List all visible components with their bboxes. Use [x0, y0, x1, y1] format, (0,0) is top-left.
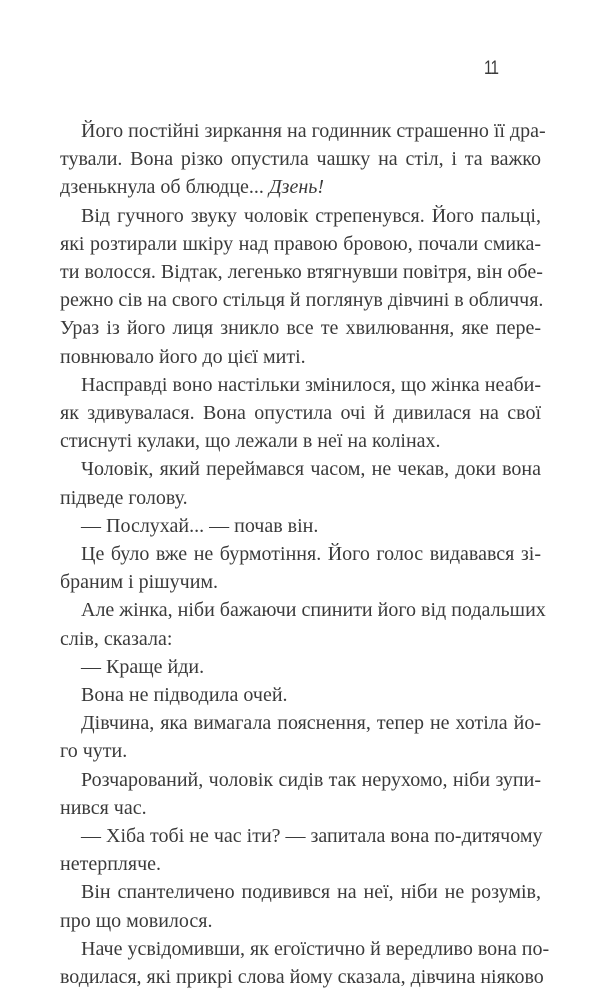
text-line: які розтирали шкіру над правою бровою, почали смика-: [60, 232, 541, 255]
paragraph: [60, 935, 550, 991]
text-line: Чоловік, який переймався часом, не чекав, доки вона: [81, 458, 541, 481]
text-line: Насправді воно настільки змінилося, що жінка неаби-: [81, 373, 541, 396]
text-line: як здивувалася. Вона опустила очі й дивилася на свої: [60, 402, 541, 425]
text-fragment: дзенькнула об блюдце...: [60, 176, 269, 199]
text-line: Він спантеличено подивився на неї, ніби не розумів,: [81, 881, 541, 904]
text-line: Його постійні зиркання на годинник страшенно її дра-: [81, 120, 546, 142]
italic-exclamation: Дзень!: [268, 176, 325, 199]
paragraph: [60, 371, 541, 456]
text-line: — Хіба тобі не час іти? — запитала вона по-дитячому: [81, 825, 543, 848]
text-line: [60, 173, 541, 201]
paragraph: [60, 202, 544, 371]
paragraph: [60, 681, 541, 709]
body-text: [60, 117, 550, 991]
text-line: нився час.: [60, 796, 147, 819]
text-line: — Краще йди.: [81, 655, 205, 678]
text-line: Але жінка, ніби бажаючи спинити його від подальших: [81, 599, 546, 622]
text-line: Вона не підводила очей.: [81, 684, 288, 707]
dialogue-paragraph: [60, 822, 541, 878]
text-line: режно сів на свого стільця й поглянув дівчині в обличчя.: [60, 289, 544, 312]
text-line: — Послухай... — почав він.: [81, 514, 319, 537]
page-number: 11: [484, 58, 499, 79]
paragraph: [60, 455, 541, 511]
paragraph: [60, 766, 541, 822]
text-line: Це було вже не бурмотіння. Його голос видавався зі-: [81, 543, 541, 566]
text-line: про що мовилося.: [60, 909, 213, 932]
text-line: нетерпляче.: [60, 853, 162, 876]
text-line: повнювало його до цієї миті.: [60, 345, 306, 368]
paragraph: [60, 878, 541, 934]
text-line: водилася, які прикрі слова йому сказала, дівчина ніяково: [60, 966, 544, 989]
dialogue-paragraph: [60, 512, 541, 540]
text-line: підведе голову.: [60, 486, 188, 509]
paragraph: [60, 596, 546, 652]
text-line: Розчарований, чоловік сидів так нерухомо, ніби зупи-: [81, 768, 541, 791]
paragraph: [60, 117, 546, 202]
text-line: слів, сказала:: [60, 627, 173, 650]
text-line: Наче усвідомивши, як егоїстично й вередливо вона по-: [81, 937, 550, 960]
paragraph: [60, 540, 541, 596]
text-line: ти волосся. Відтак, легенько втягнувши повітря, він обе-: [60, 261, 543, 284]
paragraph: [60, 709, 541, 765]
dialogue-paragraph: [60, 653, 541, 681]
text-line: Від гучного звуку чоловік стрепенувся. Його пальці,: [81, 204, 541, 227]
text-line: стиснуті кулаки, що лежали в неї на колінах.: [60, 430, 441, 453]
text-line: Ураз із його лиця зникло все те хвилювання, яке пере-: [60, 317, 541, 340]
text-line: тували. Вона різко опустила чашку на стіл, і та важко: [60, 148, 541, 171]
text-line: го чути.: [60, 740, 128, 763]
text-line: Дівчина, яка вимагала пояснення, тепер не хотіла йо-: [81, 712, 541, 735]
text-line: браним і рішучим.: [60, 571, 219, 594]
